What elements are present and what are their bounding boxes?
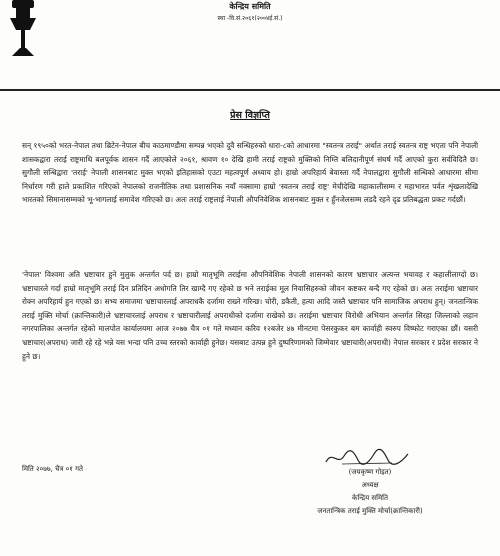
header-divider <box>0 89 500 91</box>
body-paragraph-2 <box>22 268 478 363</box>
paragraph-text: 'नेपाल' विश्वमा अति भ्रष्टाचार हुने मुलुक अन्तर्गत पर्द छ। हाम्रो मातृभूमि तराईमा औपनिवेशिक नेपाली शासनको कारण भ्रष्टाचार अत्यन्त भयावह र कहालीलाग्दो छ। भ्रष्टाचारले गर्दा हाम्रो मातृभूमि तराई दिन प्रतिदिन अधोगति तिर खाम्दै गए रहेको छ भने तराईका मूल निवासिहरुको जीवन कष्टकर बन्दै गए रहेको छ। अतः तराईमा भ्रष्टाचार रोक्न अपरिहार्य हुन गएको छ। सभ्य समाजमा भ्रष्टाचारलाई अपराधकै दर्जामा राख्ने गरिन्छ। चोरी, डकैती, हत्या आदि जस्तै भ्रष्टाचार पनि सामाजिक अपराध हुन्। जनतान्त्रिक तराई मुक्ति मोर्चा (क्रान्तिकारी)ले भ्रष्टाचारलाई अपराध र भ्रष्टाचारीलाई अपराधीको दर्जामा राखेको छ। तराईमा भ्रष्टाचार विरोधी अभियान अन्तर्गत सिरहा जिल्लाको लहान नगरपालिका अन्तर्गत रहेको मालपोत कार्यालयमा आज २०७७ चैत्र ०१ गते मध्यान करिव १२बजेर ४७ मीनटमा पेसरकुकर बम कार्वाही स्वरुप विष्फोट गराएका छौं। यसरी भ्रष्टाचार(अपराध) जारी रहे रहे भन्ने यस भन्दा पनि उच्च स्तरको कार्वाही हुनेछ। यसबाट उत्पन्न हुने दुष्परिणामको जिम्मेवार भ्रष्टाचारी(अपराधी) नेपाल सरकार र प्रदेश सरकार ने हुने छ। <box>22 270 478 361</box>
body-paragraph-1 <box>22 139 478 207</box>
press-release-title: प्रेस विज्ञप्ति <box>230 110 270 121</box>
org-name: केन्द्रिय समिति <box>229 2 271 11</box>
paragraph-text: सन् १९५०को भरत-नेपाल तथा ब्रिटेन-नेपाल बीच काठमाण्डौमा सम्पन्न भएको दुवै सन्धिहरुको धारा-८को आधारमा "स्वतन्त्र तराई" अर्थात तराई स्वतन्त्र राष्ट्र भएता पनि नेपाली शासकद्वारा तराई राष्ट्रमाथि बलपूर्वक शासन गर्दै आएकोले २०६१, श्रावण १० देखि हामी तराई राष्ट्रको मुक्तिको निम्ति बलिदानीपूर्ण संघर्ष गर्दै आएको कुरा सर्वविदितै छ। सुगौली सन्धिद्वारा 'तराई' नेपाली शासनबाट मुक्त भएको इतिहासको एउटा महत्वपूर्ण अध्याय हो। हाम्रो अपरिहार्य बेवास्ता गर्दै नेपालद्वारा सुगौली सन्धिको आधारमा सीमा निर्धारण गरी हाले प्रकाशित गरिएको नेपालको राजनीतिक तथा प्रशासनिक नयाँ नक्सामा हाम्रो 'स्वतन्त्र तराई राष्ट्र' मेचीदेखि महाकालीसम्म र महाभारत पर्वत शृंखलादेखि भारतको सिमानासम्मको भू-भागलाई समावेश गरिएको छ। अतः तराई राष्ट्रलाई नेपाली औपनिवेशिक शासनबाट मुक्त र हुँनजेलसम्म लडदै रहने दृढ प्रतिबद्धता प्रकट गर्दछौं। <box>22 141 478 205</box>
signatory-organization: जनतान्त्रिक तराई मुक्ति मोर्चा(क्रान्तिकारी) <box>317 507 423 515</box>
signature <box>322 448 412 468</box>
signatory-role: अध्यक्ष <box>361 481 379 489</box>
establishment-date: स्था -वि.सं.२०६१(२००४ई.सं.) <box>217 15 283 22</box>
signatory-name: (जयकृष्ण गोइत) <box>348 468 392 476</box>
signatory-committee: केन्द्रिय समिति <box>352 494 388 502</box>
release-date: मिति २०७७, चैत्र ०१ गते <box>22 465 84 473</box>
